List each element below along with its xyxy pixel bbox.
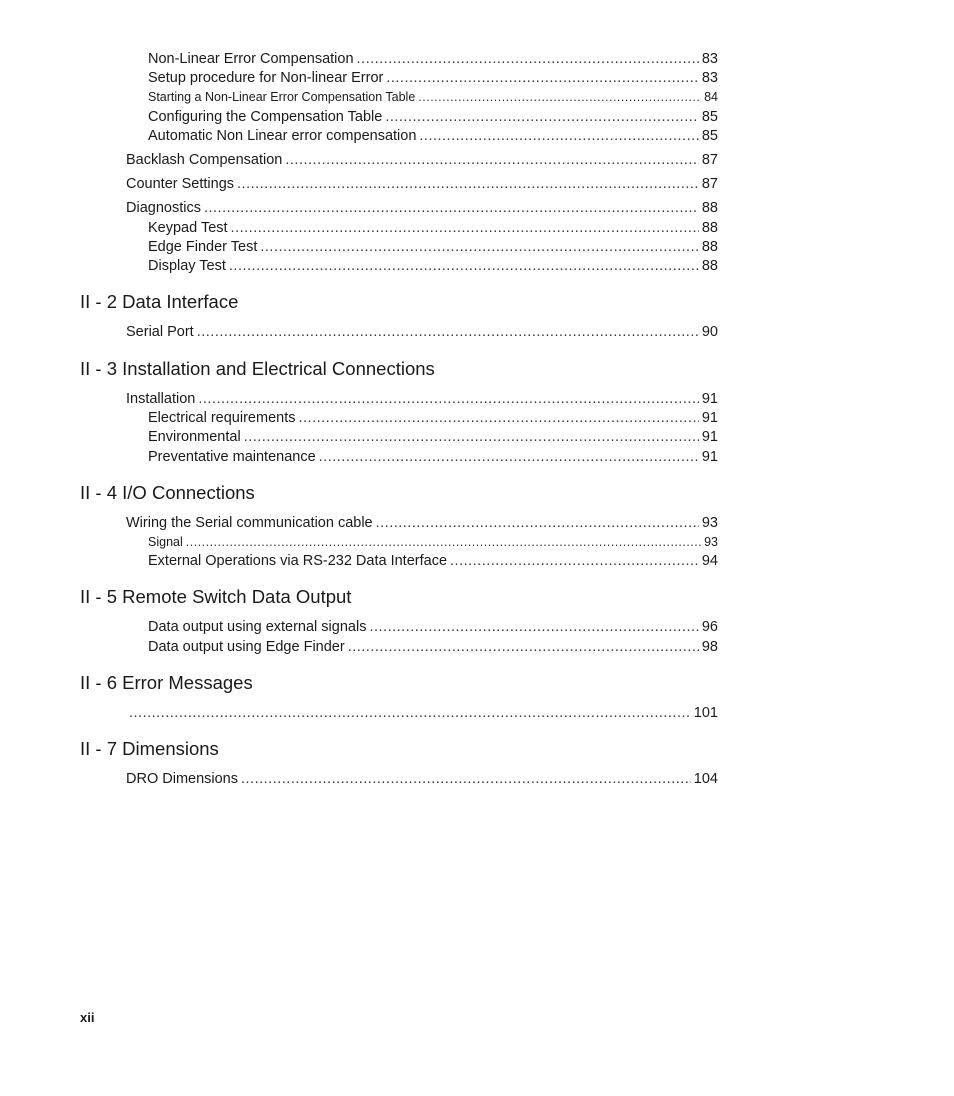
toc-entry-title: Wiring the Serial communication cable <box>126 515 373 531</box>
toc-entry <box>126 152 718 169</box>
toc-entry <box>126 176 718 193</box>
toc-entry-page: 85 <box>701 109 718 125</box>
page-number: xii <box>80 1010 95 1025</box>
toc-entry <box>148 89 718 106</box>
toc-entry-title: Configuring the Compensation Table <box>148 109 383 125</box>
toc-entry <box>148 449 718 466</box>
toc-entry-title: Preventative maintenance <box>148 449 316 465</box>
toc-entry <box>148 553 718 570</box>
toc-entry <box>148 619 718 636</box>
toc-section-heading: II - 7 Dimensions <box>80 738 219 759</box>
toc-entry-page: 87 <box>701 152 718 168</box>
toc-entry-title: Display Test <box>148 258 226 274</box>
toc-entry-title: DRO Dimensions <box>126 771 238 787</box>
toc-entry-title: Serial Port <box>126 324 194 340</box>
toc-entry-page: 83 <box>701 70 718 86</box>
toc-entry-title: Diagnostics <box>126 200 201 216</box>
toc-leader-dots <box>244 429 699 446</box>
toc-entry <box>148 410 718 427</box>
toc-leader-dots <box>419 128 698 145</box>
toc-entry-page: 88 <box>701 239 718 255</box>
toc-entry <box>126 705 718 722</box>
toc-entry-page: 98 <box>701 639 718 655</box>
toc-entry <box>126 324 718 341</box>
toc-entry-page: 87 <box>701 176 718 192</box>
toc-entry-title: Signal <box>148 535 183 549</box>
toc-leader-dots <box>231 220 699 237</box>
toc-entry <box>148 258 718 275</box>
toc-entry-title: Setup procedure for Non-linear Error <box>148 70 384 86</box>
toc-entry-page: 96 <box>701 619 718 635</box>
toc-entry <box>126 200 718 217</box>
toc-leader-dots <box>418 89 701 106</box>
toc-entry-page: 88 <box>701 200 718 216</box>
toc-leader-dots <box>229 258 699 275</box>
toc-leader-dots <box>204 200 699 217</box>
toc-leader-dots <box>237 176 699 193</box>
toc-entry-title: Backlash Compensation <box>126 152 283 168</box>
toc-entry-page: 90 <box>701 324 718 340</box>
toc-section-heading: II - 6 Error Messages <box>80 672 253 693</box>
toc-entry <box>148 128 718 145</box>
toc-leader-dots <box>376 515 699 532</box>
toc-leader-dots <box>348 639 699 656</box>
toc-entry-title: Counter Settings <box>126 176 235 192</box>
toc-leader-dots <box>357 51 699 68</box>
toc-entry-page: 91 <box>701 391 718 407</box>
toc-entry-title: Environmental <box>148 429 241 445</box>
toc-entry <box>126 515 718 532</box>
toc-entry-page: 91 <box>701 410 718 426</box>
toc-entry <box>148 534 718 551</box>
toc-entry-page: 88 <box>701 220 718 236</box>
toc-entry-title: Installation <box>126 391 196 407</box>
toc-leader-dots <box>198 391 699 408</box>
toc-leader-dots <box>129 705 691 722</box>
toc-leader-dots <box>241 771 691 788</box>
toc-entry <box>148 429 718 446</box>
toc-section-heading: II - 2 Data Interface <box>80 291 239 312</box>
toc-leader-dots <box>385 109 699 126</box>
toc-entry <box>148 109 718 126</box>
toc-entry-title: Non-Linear Error Compensation <box>148 51 354 67</box>
toc-entry <box>148 239 718 256</box>
toc-leader-dots <box>450 553 699 570</box>
toc-entry <box>148 70 718 87</box>
toc-entry <box>126 391 718 408</box>
toc-entry <box>148 639 718 656</box>
toc-entry-page: 93 <box>704 535 718 549</box>
toc-leader-dots <box>285 152 698 169</box>
toc-entry-page: 104 <box>693 771 718 787</box>
toc-leader-dots <box>319 449 699 466</box>
toc-section-heading: II - 4 I/O Connections <box>80 482 255 503</box>
toc-entry-title: Automatic Non Linear error compensation <box>148 128 417 144</box>
toc-entry-page: 94 <box>701 553 718 569</box>
toc-entry-title: Data output using Edge Finder <box>148 639 345 655</box>
toc-entry <box>148 51 718 68</box>
toc-entry-title: External Operations via RS-232 Data Interface <box>148 553 448 569</box>
toc-entry-page: 91 <box>701 429 718 445</box>
toc-leader-dots <box>298 410 698 427</box>
toc-leader-dots <box>186 534 701 551</box>
toc-entry-page: 91 <box>701 449 718 465</box>
toc-leader-dots <box>369 619 698 636</box>
toc-entry <box>126 771 718 788</box>
toc-entry-page: 88 <box>701 258 718 274</box>
toc-entry-title: Edge Finder Test <box>148 239 258 255</box>
toc-section-heading: II - 3 Installation and Electrical Connections <box>80 358 435 379</box>
toc-entry-page: 84 <box>704 90 718 104</box>
toc-leader-dots <box>197 324 699 341</box>
toc-entry-title: Starting a Non-Linear Error Compensation Table <box>148 90 416 104</box>
toc-entry-page: 93 <box>701 515 718 531</box>
toc-entry-page: 85 <box>701 128 718 144</box>
toc-section-heading: II - 5 Remote Switch Data Output <box>80 586 352 607</box>
toc-leader-dots <box>386 70 699 87</box>
toc-entry-title: Data output using external signals <box>148 619 367 635</box>
toc-leader-dots <box>260 239 699 256</box>
toc-entry-page: 83 <box>701 51 718 67</box>
toc-entry-title: Electrical requirements <box>148 410 296 426</box>
toc-entry <box>148 220 718 237</box>
toc-entry-title: Keypad Test <box>148 220 228 236</box>
toc-entry-page: 101 <box>693 705 718 721</box>
